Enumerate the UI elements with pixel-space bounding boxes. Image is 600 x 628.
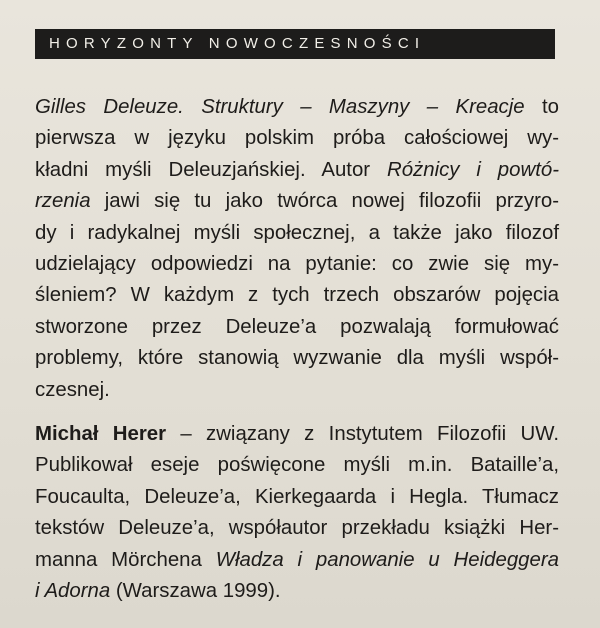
description-line-9: problemy, które stanowią wyzwanie dla myśli współ- [35, 347, 559, 370]
series-title: HORYZONTY NOWOCZESNOŚCI [49, 35, 426, 52]
cited-title-roznica-cont: rzenia [35, 190, 91, 213]
author-line-3: Foucaulta, Deleuze’a, Kierkegaarda i Hegla. Tłumacz [35, 485, 559, 508]
author-name: Michał Herer [35, 423, 167, 445]
author-line-5: manna Mörchena Władza i panowanie u Heideggera [35, 548, 559, 571]
author-line-1: Michał Herer – związany z Instytutem Filozofii UW. [35, 423, 559, 445]
description-line-4: rzenia jawi się tu jako twórca nowej filozofii przyro- [35, 190, 559, 213]
book-title: Gilles Deleuze. Struktury – Maszyny – Kreacje [35, 96, 525, 118]
description-line-3: kładni myśli Deleuzjańskiej. Autor Różnicy i powtó- [35, 158, 559, 181]
description-line-6: udzielający odpowiedzi na pytanie: co zwie się my- [35, 253, 559, 276]
author-line-6: i Adorna (Warszawa 1999). [35, 580, 281, 603]
description-line-1: Gilles Deleuze. Struktury – Maszyny – Kreacje to [35, 96, 559, 118]
series-title-band [35, 29, 555, 59]
author-bio [35, 419, 559, 607]
author-line-2: Publikował eseje poświęcone myśli m.in. Bataille’a, [35, 454, 559, 477]
description-line-10: czesnej. [35, 378, 110, 401]
book-description [35, 92, 559, 406]
description-line-8: stworzone przez Deleuze’a pozwalają formułować [35, 315, 559, 338]
description-line-2: pierwsza w języku polskim próba całościowej wy- [35, 127, 559, 150]
description-line-7: śleniem? W każdym z tych trzech obszarów pojęcia [35, 284, 559, 307]
cited-title-wladza: Władza i panowanie u Heideggera [215, 548, 559, 571]
author-line-4: tekstów Deleuze’a, współautor przekładu książki Her- [35, 517, 559, 540]
cited-title-roznica: Różnicy i powtó- [386, 158, 559, 181]
cited-title-wladza-cont: i Adorna [35, 580, 111, 603]
description-line-5: dy i radykalnej myśli społecznej, a także jako filozof [35, 221, 559, 244]
